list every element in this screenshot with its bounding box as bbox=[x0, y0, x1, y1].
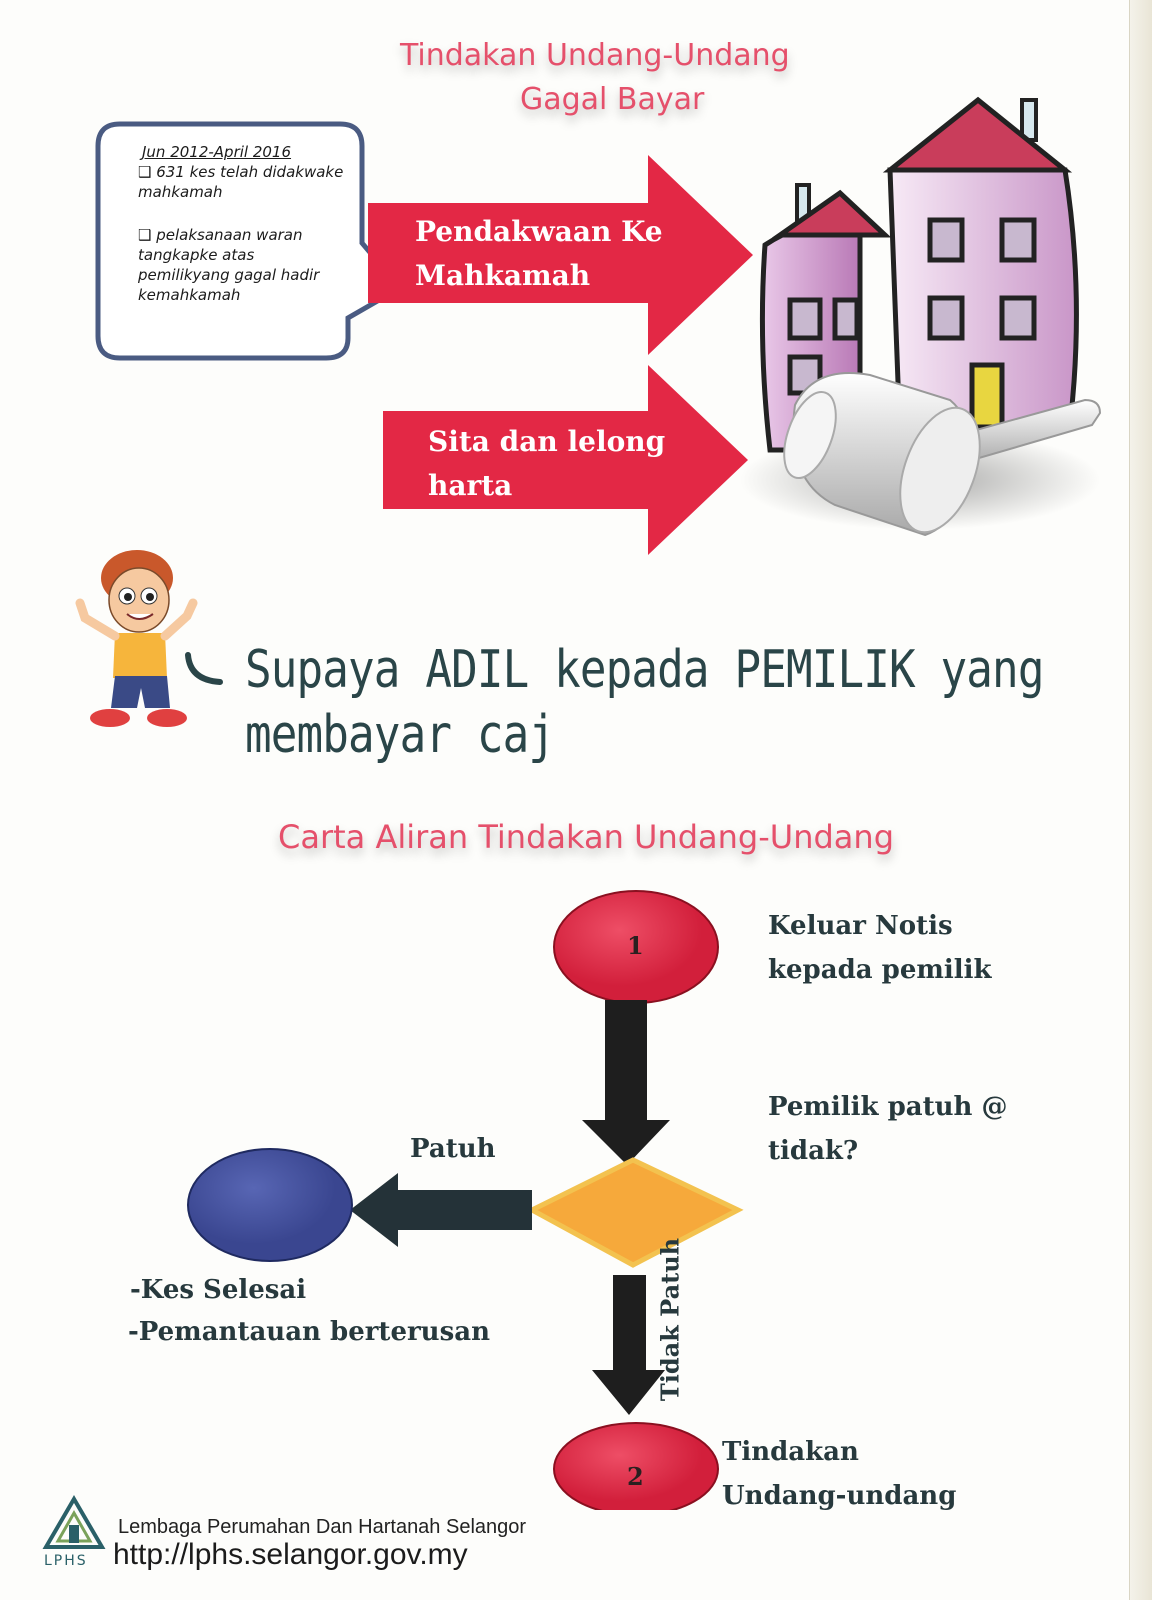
slogan-line2: membayar caj bbox=[245, 705, 555, 765]
arrow-prosecution-line1: Pendakwaan Ke bbox=[415, 215, 663, 248]
flow-branch-patuh-label: Patuh bbox=[410, 1134, 496, 1164]
node2-label-line1: Tindakan bbox=[722, 1437, 859, 1467]
decision-label-line1: Pemilik patuh @ bbox=[768, 1092, 1008, 1122]
page-edge bbox=[1129, 0, 1152, 1600]
flow-arrow-left-patuh bbox=[350, 1173, 532, 1247]
flow-branch-tidak-patuh-label: Tidak Patuh bbox=[655, 1237, 685, 1402]
arrow-seize-line2: harta bbox=[428, 469, 513, 502]
pointer-tick-icon bbox=[180, 640, 240, 700]
node1-label-line1: Keluar Notis bbox=[768, 911, 953, 941]
arrow-prosecution-line2: Mahkamah bbox=[415, 259, 591, 292]
bubble-item-cases: ❑ 631 kes telah didakwake mahkamah bbox=[138, 163, 344, 201]
node2-label-line2: Undang-undang bbox=[722, 1481, 957, 1511]
flow-decision-diamond bbox=[532, 1160, 738, 1265]
flow-outcome-node bbox=[188, 1149, 352, 1261]
organization-name: Lembaga Perumahan Dan Hartanah Selangor bbox=[118, 1516, 527, 1538]
flow-arrow-down-1 bbox=[582, 1000, 670, 1165]
flow-node-1-label bbox=[768, 904, 992, 992]
flowchart-diagram bbox=[180, 865, 760, 1510]
flow-node-2-number: 2 bbox=[627, 1462, 644, 1491]
bubble-date: Jun 2012-April 2016 bbox=[142, 143, 292, 161]
flow-node-1-number: 1 bbox=[627, 931, 644, 960]
arrow-prosecution-label bbox=[415, 210, 663, 298]
slogan-line1: Supaya ADIL kepada PEMILIK yang bbox=[245, 640, 1044, 700]
arrow-seize-line1: Sita dan lelong bbox=[428, 425, 666, 458]
page-title-line2: Gagal Bayar bbox=[520, 82, 705, 117]
flow-arrow-down-2 bbox=[592, 1275, 665, 1415]
decision-label-line2: tidak? bbox=[768, 1136, 859, 1166]
arrow-seize-auction-label bbox=[428, 420, 665, 508]
page-title-line1: Tindakan Undang-Undang bbox=[400, 38, 790, 73]
lphs-logo-icon bbox=[42, 1495, 112, 1555]
flow-node-2-label bbox=[722, 1430, 956, 1518]
houses-gavel-illustration bbox=[740, 95, 1120, 615]
website-link[interactable]: http://lphs.selangor.gov.my bbox=[113, 1538, 468, 1571]
flow-outcome-line1: -Kes Selesai bbox=[130, 1275, 307, 1305]
flow-outcome-line2: -Pemantauan berterusan bbox=[128, 1317, 490, 1347]
node1-label-line2: kepada pemilik bbox=[768, 955, 992, 985]
bubble-item-warrant: ❑ pelaksanaan waran tangkapke atas pemilikyang gagal hadir kemahkamah bbox=[138, 226, 320, 304]
logo-abbreviation: LPHS bbox=[44, 1553, 88, 1569]
flowchart-title: Carta Aliran Tindakan Undang-Undang bbox=[278, 818, 894, 856]
flow-decision-label bbox=[768, 1085, 1008, 1173]
